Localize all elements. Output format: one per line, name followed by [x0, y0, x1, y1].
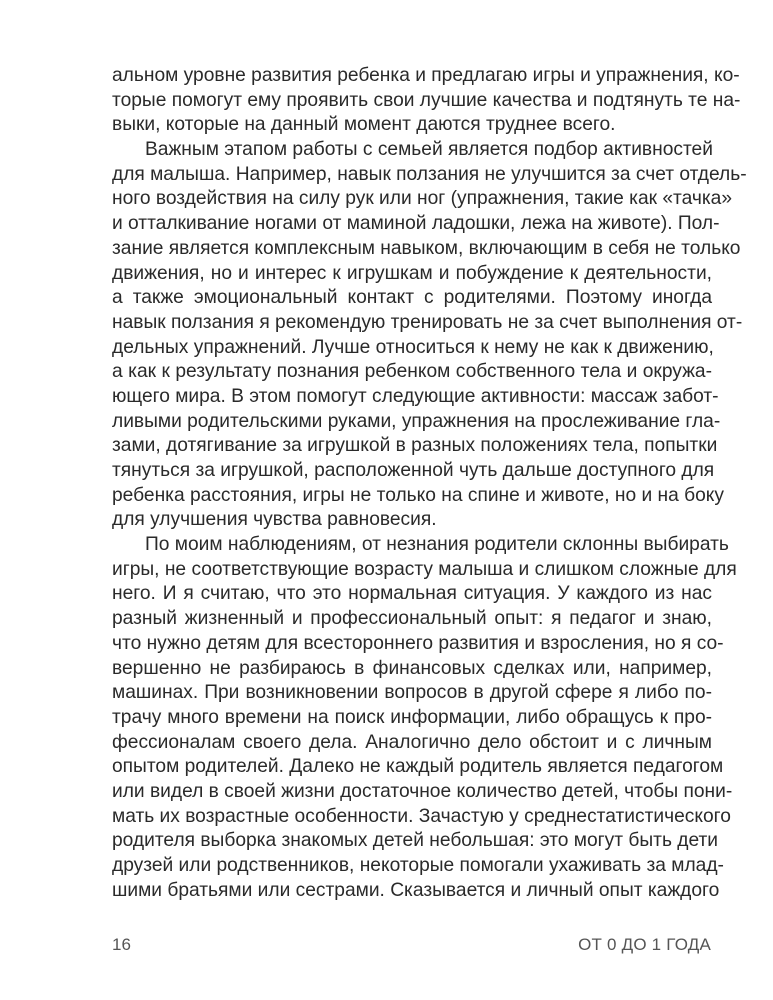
text-line: выки, которые на данный момент даются труднее всего.: [112, 114, 616, 136]
text-line: альном уровне развития ребенка и предлагаю игры и упражнения, ко-: [112, 65, 740, 86]
text-line: него. И я считаю, что это нормальная ситуация. У каждого из нас: [112, 583, 712, 605]
text-line: движения, но и интерес к игрушкам и побуждение к деятельности,: [112, 262, 712, 284]
text-line: мать их возрастные особенности. Зачастую у среднестатистического: [112, 805, 731, 827]
text-line: ного воздействия на силу рук или ног (упражнения, такие как «тачка»: [112, 188, 733, 210]
text-line: навык ползания я рекомендую тренировать не за счет выполнения от-: [112, 311, 743, 333]
text-line: дельных упражнений. Лучше относиться к нему не как к движению,: [112, 336, 714, 358]
page-number: 16: [112, 935, 131, 954]
text-line: а также эмоциональный контакт с родителями. Поэтому иногда: [112, 287, 712, 309]
text-line: трачу много времени на поиск информации, либо обращусь к про-: [112, 706, 712, 728]
text-line: для улучшения чувства равновесия.: [112, 509, 437, 531]
text-line: ющего мира. В этом помогут следующие активности: массаж забот-: [112, 385, 719, 407]
text-line: что нужно детям для всестороннего развития и взросления, но я со-: [112, 632, 724, 654]
text-line: тянуться за игрушкой, расположенной чуть дальше доступного для: [112, 460, 715, 481]
text-line: зами, дотягивание за игрушкой в разных положениях тела, попытки: [112, 435, 718, 457]
text-line: игры, не соответствующие возрасту малыша и слишком сложные для: [112, 558, 737, 580]
running-title: ОТ 0 ДО 1 ГОДА: [578, 935, 711, 954]
text-line: а как к результату познания ребенком собственного тела и окружа-: [112, 361, 712, 383]
text-line: фессионалам своего дела. Аналогично дело обстоит и с личным: [112, 731, 712, 753]
text-line: вершенно не разбираюсь в финансовых сделках или, например,: [112, 657, 712, 679]
text-line: зание является комплексным навыком, включающим в себя не только: [112, 237, 741, 259]
text-line: или видел в своей жизни достаточное количество детей, чтобы пони-: [112, 780, 733, 802]
text-line: машинах. При возникновении вопросов в другой сфере я либо по-: [112, 682, 712, 704]
text-line: разный жизненный и профессиональный опыт: я педагог и знаю,: [112, 608, 712, 630]
text-line: шими братьями или сестрами. Сказывается и личный опыт каждого: [112, 879, 720, 901]
text-line: Важным этапом работы с семьей является подбор активностей: [145, 139, 713, 161]
text-line: родителя выборка знакомых детей небольшая: это могут быть дети: [112, 830, 719, 852]
text-line: друзей или родственников, некоторые помогали ухаживать за млад-: [112, 855, 724, 876]
text-line: ребенка расстояния, игры не только на спине и животе, но и на боку: [112, 484, 724, 506]
paragraph: [112, 533, 737, 903]
text-line: для малыша. Например, навык ползания не улучшится за счет отдель-: [112, 163, 747, 185]
paragraph: [112, 138, 747, 533]
paragraph: [112, 64, 741, 138]
text-line: опытом родителей. Далеко не каждый родитель является педагогом: [112, 756, 724, 778]
text-line: и отталкивание ногами от маминой ладошки, лежа на животе). Пол-: [112, 213, 720, 235]
text-line: По моим наблюдениям, от незнания родители склонны выбирать: [145, 534, 729, 556]
text-line: торые помогут ему проявить свои лучшие качества и подтянуть те на-: [112, 89, 741, 111]
text-line: ливыми родительскими руками, упражнения на прослеживание гла-: [112, 410, 721, 432]
page-body: [112, 64, 747, 903]
